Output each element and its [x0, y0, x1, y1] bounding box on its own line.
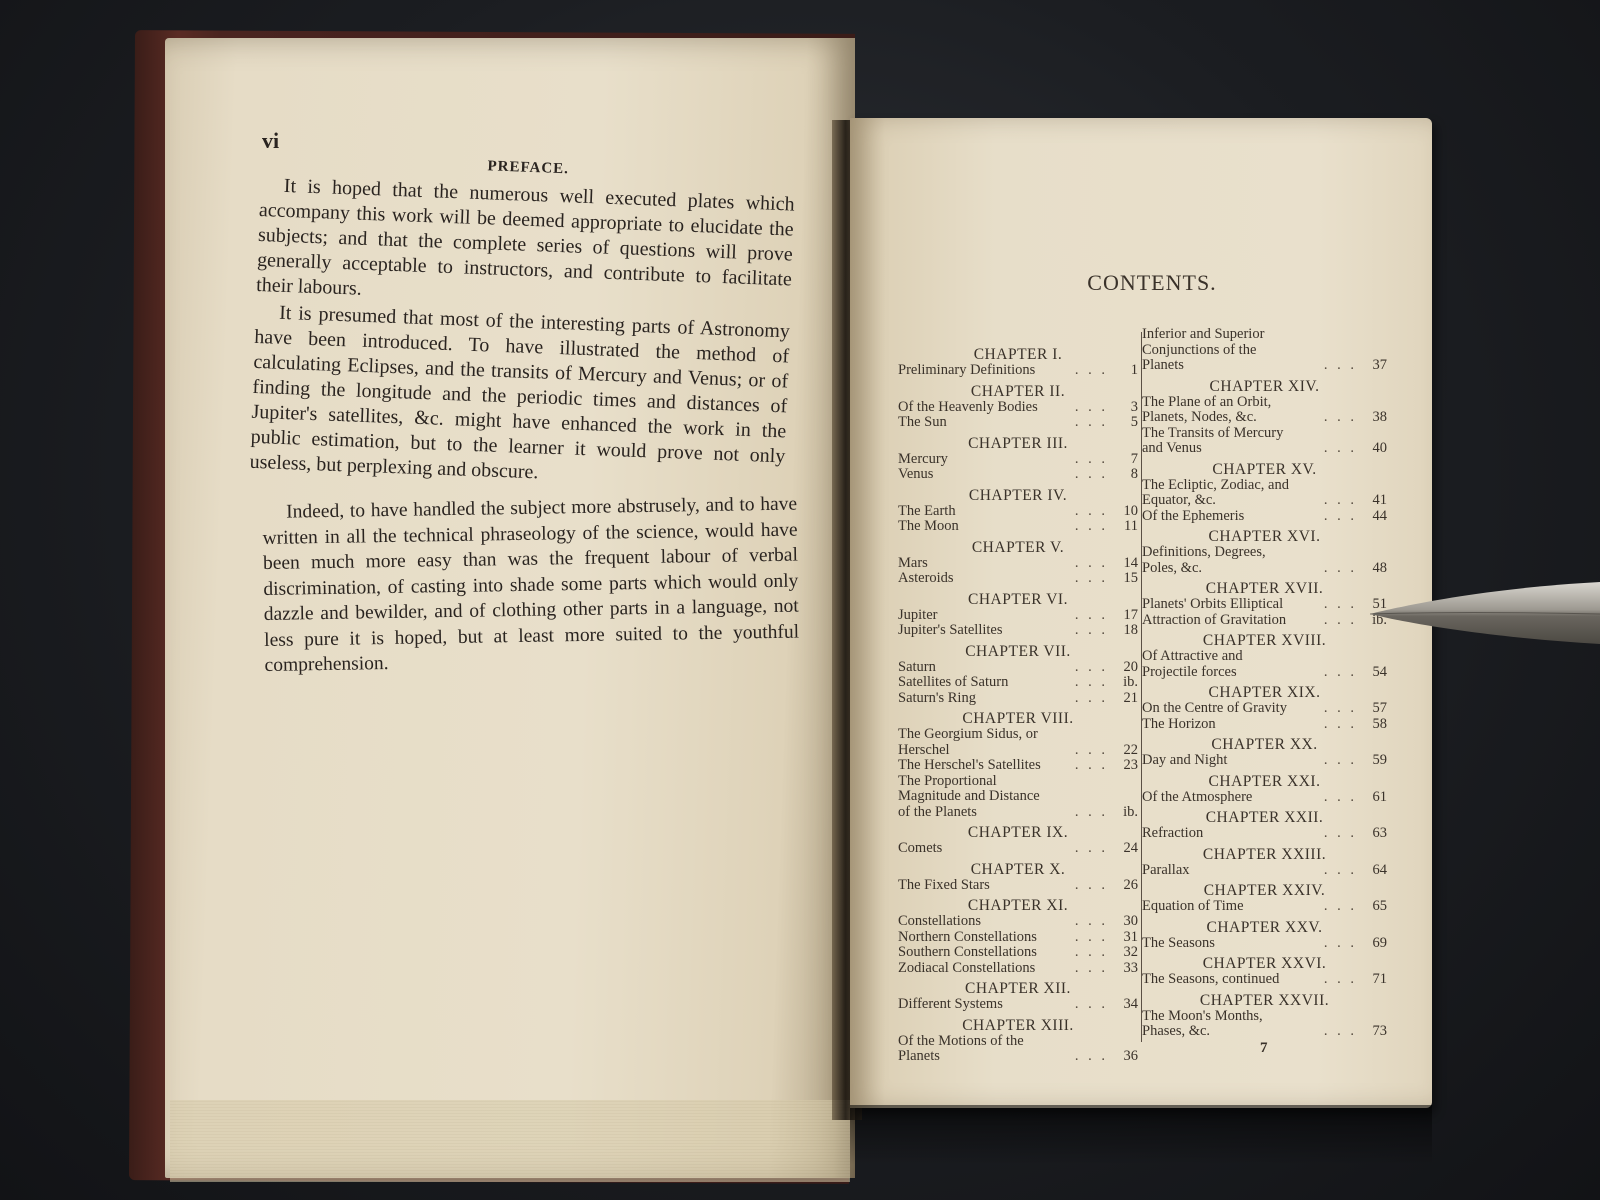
toc-entry-title: The Sun	[898, 414, 947, 430]
toc-entry-page: 73	[1372, 1023, 1387, 1039]
chapter-heading: CHAPTER XV.	[1212, 460, 1317, 478]
toc-entry	[1142, 717, 1387, 733]
toc-entry	[898, 727, 1138, 758]
toc-entry-page: 11	[1124, 518, 1138, 534]
toc-entry-page: 31	[1123, 928, 1138, 945]
toc-entry-page: ib.	[1123, 803, 1138, 820]
toc-entry-title: Mars	[898, 554, 928, 571]
toc-entry-title: Attraction of Gravitation	[1142, 611, 1287, 628]
toc-entry	[1142, 395, 1387, 426]
toc-leader: . . .	[1323, 357, 1357, 373]
toc-entry-title: Of the Atmosphere	[1142, 788, 1253, 805]
chapter-heading: CHAPTER XVII.	[1205, 580, 1324, 597]
toc-leader: . . .	[1074, 1048, 1108, 1064]
toc-entry-title: Saturn	[898, 658, 936, 675]
toc-entry-title: Southern Constellations	[898, 944, 1037, 960]
toc-leader: . . .	[1323, 596, 1357, 612]
toc-entry-page: 17	[1123, 606, 1138, 623]
toc-entry-title: Of the Motions of the Planets	[898, 1032, 1024, 1064]
toc-entry	[898, 758, 1138, 774]
toc-entry-page: 22	[1123, 741, 1138, 758]
toc-entry-title: Equation of Time	[1142, 898, 1244, 914]
toc-entry	[898, 878, 1138, 894]
toc-leader: . . .	[1074, 570, 1108, 586]
toc-entry-title: Of Attractive and Projectile forces	[1142, 648, 1243, 680]
toc-entry	[898, 556, 1138, 572]
toc-entry	[898, 504, 1138, 520]
toc-leader: . . .	[1074, 996, 1108, 1012]
toc-leader: . . .	[1074, 450, 1108, 467]
toc-entry-page: 54	[1372, 663, 1387, 680]
chapter-heading: CHAPTER XI.	[967, 897, 1069, 914]
toc-entry-title: The Herschel's Satellites	[898, 757, 1041, 773]
toc-entry-page: 65	[1372, 898, 1387, 914]
toc-entry	[898, 1034, 1138, 1065]
toc-entry	[1142, 478, 1387, 509]
chapter-heading: CHAPTER II.	[970, 382, 1066, 400]
toc-leader: . . .	[1323, 752, 1357, 768]
toc-entry-title: Northern Constellations	[898, 928, 1037, 945]
toc-right-column	[1142, 327, 1387, 1040]
toc-leader: . . .	[1323, 788, 1357, 805]
folio: 7	[1260, 1040, 1268, 1056]
toc-entry	[898, 914, 1138, 930]
toc-entry-title: Jupiter's Satellites	[898, 622, 1003, 638]
toc-leader: . . .	[1323, 715, 1357, 732]
toc-entry-page: 21	[1123, 689, 1138, 706]
toc-entry-title: The Plane of an Orbit, Planets, Nodes, &c.	[1142, 393, 1272, 425]
toc-entry	[898, 608, 1138, 624]
toc-entry	[898, 571, 1138, 587]
toc-entry-page: 37	[1372, 357, 1387, 373]
toc-entry-page: 15	[1123, 570, 1138, 586]
toc-entry	[1142, 509, 1387, 525]
toc-entry-page: 48	[1372, 559, 1387, 576]
chapter-heading: CHAPTER XXI.	[1208, 772, 1321, 790]
page-edges	[170, 1100, 850, 1182]
toc-entry	[1142, 899, 1387, 915]
toc-leader: . . .	[1074, 414, 1108, 430]
toc-entry	[898, 675, 1138, 691]
toc-leader: . . .	[1323, 971, 1357, 987]
chapter-heading: CHAPTER IV.	[968, 486, 1068, 504]
toc-entry-page: 58	[1372, 715, 1387, 732]
toc-entry	[898, 691, 1138, 707]
toc-entry-page: 71	[1372, 971, 1387, 987]
contents-title: CONTENTS.	[1087, 270, 1217, 295]
chapter-heading: CHAPTER XXVI.	[1202, 955, 1327, 972]
toc-leader: . . .	[1074, 466, 1108, 482]
toc-leader: . . .	[1323, 440, 1357, 456]
toc-leader: . . .	[1074, 398, 1108, 415]
toc-entry-title: Constellations	[898, 913, 981, 929]
toc-entry	[898, 623, 1138, 639]
chapter-heading: CHAPTER III.	[968, 434, 1068, 452]
toc-entry-page: 20	[1123, 658, 1138, 675]
toc-leader: . . .	[1074, 674, 1108, 690]
toc-entry-title: The Horizon	[1142, 715, 1216, 732]
toc-leader: . . .	[1074, 502, 1108, 519]
toc-entry	[898, 660, 1138, 676]
toc-entry	[898, 930, 1138, 946]
toc-entry-title: Venus	[898, 466, 934, 482]
toc-leader: . . .	[1074, 362, 1108, 378]
toc-entry-title: On the Centre of Gravity	[1142, 700, 1287, 716]
toc-leader: . . .	[1074, 518, 1108, 534]
chapter-heading: CHAPTER XXIII.	[1202, 845, 1327, 863]
toc-entry-page: 41	[1372, 492, 1387, 508]
toc-entry-title: The Seasons	[1142, 934, 1215, 951]
preface-paragraph-2: It is presumed that most of the interesting parts of Astronomy have been introduced. To have illustrated the method of calculating Eclipses, and the transits of Mercury and Venus; or of finding the longitude and the periodic times and distances of Jupiter's satellites, &c. might have enhanced the work in the public estimation, but to the learner it would prove not only useless, but perplexing and obscure.	[249, 301, 791, 484]
toc-entry-page: 33	[1123, 959, 1138, 976]
chapter-heading: CHAPTER XXII.	[1205, 809, 1324, 826]
toc-leader: . . .	[1323, 559, 1357, 576]
toc-entry-page: ib.	[1123, 674, 1138, 690]
toc-entry-page: ib.	[1372, 611, 1387, 628]
toc-entry	[1142, 426, 1387, 457]
page-shadow	[850, 1105, 1432, 1165]
toc-entry-title: Refraction	[1142, 825, 1204, 841]
toc-leader: . . .	[1074, 803, 1108, 820]
toc-leader: . . .	[1074, 622, 1108, 638]
toc-entry	[1142, 649, 1387, 680]
letter-opener-icon	[1370, 580, 1600, 646]
toc-entry-title: The Moon's Months, Phases, &c.	[1142, 1007, 1263, 1039]
toc-entry-title: Definitions, Degrees, Poles, &c.	[1142, 544, 1266, 576]
toc-leader: . . .	[1074, 959, 1108, 976]
toc-entry	[898, 774, 1138, 821]
toc-entry-page: 32	[1123, 944, 1138, 960]
toc-entry	[898, 363, 1138, 379]
toc-entry-title: Preliminary Definitions	[898, 362, 1036, 378]
toc-entry-title: Day and Night	[1142, 752, 1228, 768]
toc-leader: . . .	[1323, 898, 1357, 914]
toc-entry	[898, 400, 1138, 416]
chapter-heading: CHAPTER XX.	[1211, 736, 1318, 753]
toc-entry-title: The Georgium Sidus, or Herschel	[898, 726, 1038, 758]
chapter-heading: CHAPTER XII.	[965, 980, 1071, 997]
toc-entry	[1142, 972, 1387, 988]
toc-entry-page: 64	[1372, 861, 1387, 878]
toc-entry-title: The Earth	[898, 502, 956, 519]
toc-entry	[1142, 613, 1387, 629]
toc-entry-title: The Fixed Stars	[898, 876, 990, 893]
toc-entry-page: 3	[1130, 398, 1138, 415]
toc-entry-page: 57	[1372, 700, 1387, 716]
toc-entry-page: 36	[1123, 1048, 1138, 1064]
toc-leader: . . .	[1074, 840, 1108, 856]
toc-entry-page: 7	[1130, 450, 1138, 467]
toc-entry	[898, 945, 1138, 961]
toc-leader: . . .	[1323, 1023, 1357, 1039]
chapter-heading: CHAPTER VIII.	[962, 710, 1074, 727]
chapter-heading: CHAPTER XXIV.	[1203, 882, 1326, 899]
running-head: PREFACE.	[487, 158, 570, 178]
toc-entry	[898, 841, 1138, 857]
page-number: vi	[262, 128, 280, 153]
chapter-heading: CHAPTER VII.	[965, 642, 1071, 660]
toc-entry-title: The Moon	[898, 518, 959, 534]
toc-entry-page: 63	[1372, 825, 1387, 841]
toc-entry-page: 34	[1123, 996, 1138, 1012]
toc-left-column	[898, 342, 1138, 1065]
chapter-heading: CHAPTER X.	[970, 860, 1066, 878]
toc-entry-title: Jupiter	[898, 606, 938, 623]
toc-entry	[1142, 597, 1387, 613]
toc-leader: . . .	[1074, 876, 1108, 893]
toc-leader: . . .	[1074, 658, 1108, 675]
toc-leader: . . .	[1323, 663, 1357, 680]
toc-entry-title: Satellites of Saturn	[898, 674, 1009, 690]
preface-paragraph-1: It is hoped that the numerous well executed plates which accompany this work will be deemed appropriate to elucidate the subjects; and that the complete series of questions will prove generally acceptable to instructors, and contribute to facilitate their labours.	[255, 174, 795, 300]
toc-entry	[898, 467, 1138, 483]
toc-entry	[1142, 1009, 1387, 1040]
preface-block-lower	[262, 492, 800, 679]
toc-entry-title: Zodiacal Constellations	[898, 959, 1036, 976]
toc-entry-page: 44	[1372, 507, 1387, 524]
toc-entry-title: The Transits of Mercury and Venus	[1142, 424, 1284, 456]
toc-leader: . . .	[1323, 492, 1357, 508]
toc-leader: . . .	[1323, 700, 1357, 716]
toc-entry-page: 23	[1123, 757, 1138, 773]
toc-entry-title: Asteroids	[898, 570, 954, 586]
toc-entry-title: Saturn's Ring	[898, 689, 976, 706]
toc-leader: . . .	[1323, 934, 1357, 951]
toc-entry	[898, 415, 1138, 431]
toc-entry	[898, 961, 1138, 977]
toc-entry-title: Of the Heavenly Bodies	[898, 398, 1038, 415]
preface-paragraph-3: Indeed, to have handled the subject more abstrusely, and to have written in all the technical phraseology of the science, would have been much more easy than was the frequent labour of verbal discrimination, of casting into shade some parts which would only dazzle and bewilder, and of clothing other parts in a language, not less pure it is hoped, but at least more suited to the youthful comprehension.	[262, 493, 800, 676]
toc-leader: . . .	[1323, 825, 1357, 841]
toc-entry	[898, 452, 1138, 468]
chapter-heading: CHAPTER XIV.	[1209, 377, 1320, 395]
toc-entry-title: The Seasons, continued	[1142, 971, 1280, 987]
toc-entry-title: Inferior and Superior Conjunctions of the Planets	[1142, 326, 1265, 373]
toc-entry-page: 69	[1372, 934, 1387, 951]
toc-entry-page: 5	[1130, 414, 1138, 430]
toc-entry-page: 40	[1372, 440, 1387, 456]
toc-entry-page: 18	[1123, 622, 1138, 638]
toc-entry-title: Comets	[898, 840, 943, 856]
toc-entry	[1142, 701, 1387, 717]
toc-entry-page: 26	[1123, 876, 1138, 893]
toc-entry	[898, 519, 1138, 535]
chapter-heading: CHAPTER VI.	[968, 590, 1068, 608]
toc-leader: . . .	[1074, 913, 1108, 929]
chapter-heading: CHAPTER XXV.	[1206, 918, 1323, 936]
preface-block-upper	[249, 128, 796, 494]
toc-leader: . . .	[1074, 757, 1108, 773]
toc-entry-title: Of the Ephemeris	[1142, 507, 1245, 524]
toc-entry-page: 30	[1123, 913, 1138, 929]
toc-leader: . . .	[1323, 409, 1357, 425]
toc-entry-page: 38	[1372, 409, 1387, 425]
toc-entry	[1142, 936, 1387, 952]
toc-entry-page: 14	[1123, 554, 1138, 571]
toc-entry-title: The Proportional Magnitude and Distance of the Planets	[898, 772, 1040, 820]
toc-leader: . . .	[1074, 741, 1108, 758]
toc-leader: . . .	[1074, 606, 1108, 623]
chapter-heading: CHAPTER IX.	[967, 824, 1069, 841]
toc-leader: . . .	[1074, 554, 1108, 571]
toc-leader: . . .	[1074, 689, 1108, 706]
chapter-heading: CHAPTER XVIII.	[1202, 632, 1327, 649]
toc-entry-title: Mercury	[898, 450, 948, 467]
chapter-heading: CHAPTER XVI.	[1208, 528, 1321, 545]
toc-leader: . . .	[1323, 507, 1357, 524]
toc-entry	[1142, 826, 1387, 842]
toc-entry	[898, 997, 1138, 1013]
chapter-heading: CHAPTER XIX.	[1208, 684, 1321, 701]
toc-entry-page: 59	[1372, 752, 1387, 768]
toc-entry-page: 24	[1123, 840, 1138, 856]
toc-entry-title: Different Systems	[898, 996, 1003, 1012]
toc-entry-page: 8	[1130, 466, 1138, 482]
toc-leader: . . .	[1323, 861, 1357, 878]
toc-leader: . . .	[1323, 611, 1357, 628]
toc-leader: . . .	[1074, 944, 1108, 960]
toc-entry	[1142, 545, 1387, 576]
toc-entry-title: Parallax	[1142, 861, 1190, 878]
toc-entry-page: 51	[1372, 596, 1387, 612]
chapter-heading: CHAPTER V.	[971, 538, 1065, 556]
toc-entry-title: Planets' Orbits Elliptical	[1142, 596, 1284, 612]
toc-entry	[1142, 327, 1387, 374]
toc-entry	[1142, 753, 1387, 769]
toc-entry-page: 61	[1372, 788, 1387, 805]
toc-entry	[1142, 863, 1387, 879]
chapter-heading: CHAPTER XXVII.	[1199, 991, 1330, 1009]
toc-entry-page: 1	[1130, 362, 1138, 378]
chapter-heading: CHAPTER XIII.	[962, 1016, 1074, 1034]
toc-leader: . . .	[1074, 928, 1108, 945]
toc-entry-title: The Ecliptic, Zodiac, and Equator, &c.	[1142, 476, 1289, 508]
toc-entry	[1142, 790, 1387, 806]
toc-entry-page: 10	[1123, 502, 1138, 519]
chapter-heading: CHAPTER I.	[973, 346, 1063, 363]
